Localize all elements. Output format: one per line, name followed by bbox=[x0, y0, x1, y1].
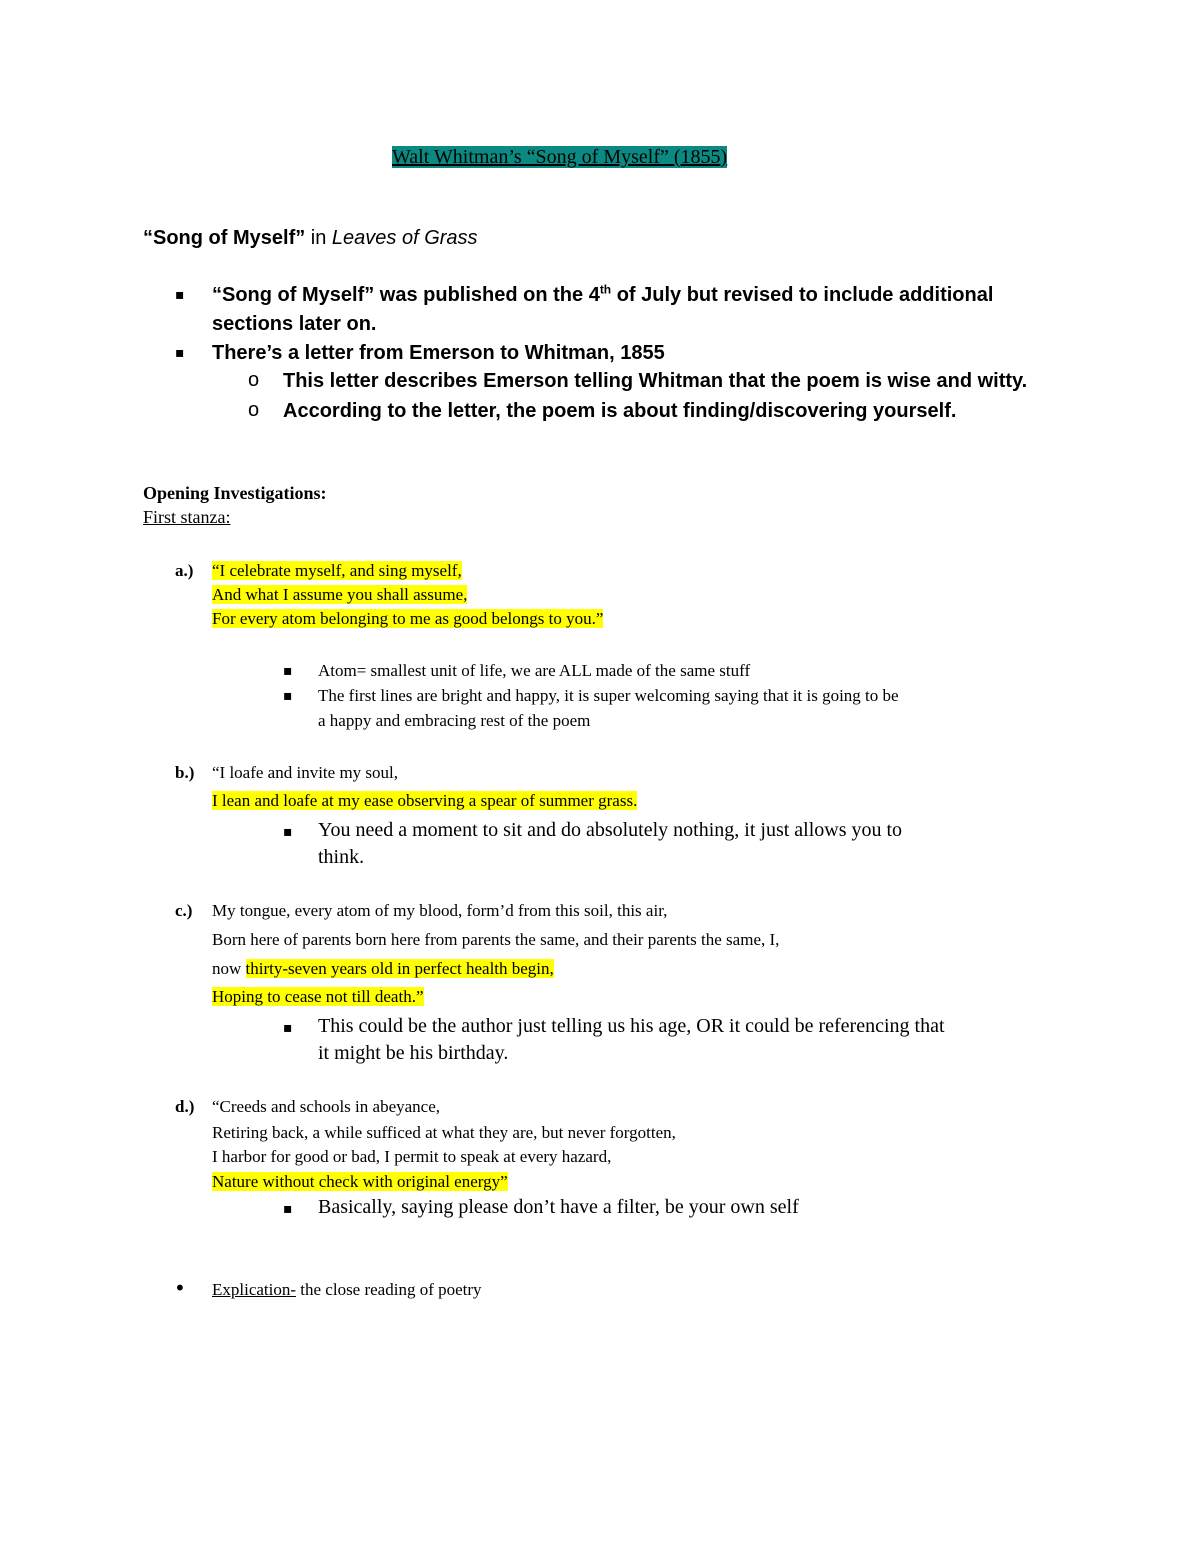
stanza-d-line-4 bbox=[212, 1169, 508, 1194]
square-bullet-icon: ▪ bbox=[283, 824, 293, 840]
stanza-a-line-2-text: And what I assume you shall assume, bbox=[212, 585, 468, 604]
stanza-a-line-3 bbox=[212, 606, 603, 631]
section-heading bbox=[143, 224, 478, 252]
square-bullet-icon: ▪ bbox=[283, 1020, 293, 1036]
intro-bullet-1-text: “Song of Myself” was published on the 4 bbox=[212, 284, 600, 306]
stanza-c-note-1: This could be the author just telling us his age, OR it could be referencing that bbox=[318, 1015, 945, 1037]
stanza-a-note-2-line-2: a happy and embracing rest of the poem bbox=[318, 711, 591, 730]
section-heading-bold: “Song of Myself” bbox=[143, 227, 306, 249]
intro-subbullet-1: This letter describes Emerson telling Whitman that the poem is wise and witty. bbox=[283, 370, 1028, 392]
stanza-d-line-1: “Creeds and schools in abeyance, bbox=[212, 1097, 440, 1116]
section-heading-middle: in bbox=[305, 227, 332, 249]
stanza-d-line-4-text: Nature without check with original energy” bbox=[212, 1172, 508, 1191]
explication-line bbox=[212, 1277, 482, 1302]
intro-subbullet-2: According to the letter, the poem is about finding/discovering yourself. bbox=[283, 400, 957, 422]
square-bullet-icon: ▪ bbox=[175, 287, 185, 303]
stanza-a-line-1-text: “I celebrate myself, and sing myself, bbox=[212, 561, 462, 580]
stanza-a-note-1: Atom= smallest unit of life, we are ALL made of the same stuff bbox=[318, 661, 751, 680]
stanza-c-line-2: Born here of parents born here from parents the same, and their parents the same, I, bbox=[212, 930, 780, 949]
round-bullet-icon: • bbox=[174, 1276, 186, 1300]
circle-bullet-icon: o bbox=[248, 399, 260, 421]
stanza-c-label: c.) bbox=[175, 901, 193, 920]
circle-bullet-icon: o bbox=[248, 369, 260, 391]
document-title bbox=[388, 143, 731, 171]
stanza-b-line-2 bbox=[212, 788, 637, 813]
stanza-a-line-3-text: For every atom belonging to me as good belongs to you.” bbox=[212, 609, 604, 628]
explication-term: Explication- bbox=[212, 1280, 297, 1299]
section-heading-italic: Leaves of Grass bbox=[331, 227, 478, 249]
stanza-c-line-3 bbox=[212, 956, 554, 981]
stanza-b-line-1: “I loafe and invite my soul, bbox=[212, 763, 399, 782]
stanza-b-note-1-line-2: think. bbox=[318, 846, 365, 868]
stanza-b-note-1: You need a moment to sit and do absolutely nothing, it just allows you to bbox=[318, 819, 903, 841]
stanza-c-line-4-text: Hoping to cease not till death.” bbox=[212, 987, 424, 1006]
explication-definition: the close reading of poetry bbox=[296, 1280, 482, 1299]
stanza-c-line-3-plain: now bbox=[212, 959, 246, 978]
intro-bullet-1 bbox=[212, 281, 993, 309]
intro-bullet-1-sup: th bbox=[599, 282, 612, 297]
stanza-c-note-1-line-2: it might be his birthday. bbox=[318, 1042, 509, 1064]
investigations-heading: Opening Investigations: bbox=[143, 483, 327, 503]
stanza-b-line-2-text: I lean and loafe at my ease observing a spear of summer grass. bbox=[212, 791, 638, 810]
intro-bullet-1-text-cont: of July but revised to include additional bbox=[611, 284, 994, 306]
investigations-subheading: First stanza: bbox=[143, 507, 231, 527]
stanza-a-line-2 bbox=[212, 582, 467, 607]
stanza-b-label: b.) bbox=[175, 763, 195, 782]
intro-bullet-1-line2: sections later on. bbox=[212, 313, 377, 335]
document-title-text: Walt Whitman’s “Song of Myself” (1855) bbox=[392, 146, 728, 168]
intro-bullet-2: There’s a letter from Emerson to Whitman, 1855 bbox=[212, 342, 665, 364]
stanza-c-line-4 bbox=[212, 984, 424, 1009]
stanza-d-note-1: Basically, saying please don’t have a filter, be your own self bbox=[318, 1196, 799, 1218]
stanza-d-label: d.) bbox=[175, 1097, 195, 1116]
square-bullet-icon: ▪ bbox=[175, 345, 185, 361]
stanza-a-label: a.) bbox=[175, 561, 194, 580]
stanza-a-line-1 bbox=[212, 558, 462, 583]
square-bullet-icon: ▪ bbox=[283, 688, 293, 704]
square-bullet-icon: ▪ bbox=[283, 663, 293, 679]
stanza-c-line-1: My tongue, every atom of my blood, form’d from this soil, this air, bbox=[212, 901, 668, 920]
stanza-a-note-2: The first lines are bright and happy, it is super welcoming saying that it is going to be bbox=[318, 686, 899, 705]
stanza-d-line-2: Retiring back, a while sufficed at what they are, but never forgotten, bbox=[212, 1123, 676, 1142]
stanza-c-line-3-highlight: thirty-seven years old in perfect health begin, bbox=[245, 959, 554, 978]
square-bullet-icon: ▪ bbox=[283, 1201, 293, 1217]
stanza-d-line-3: I harbor for good or bad, I permit to speak at every hazard, bbox=[212, 1147, 612, 1166]
